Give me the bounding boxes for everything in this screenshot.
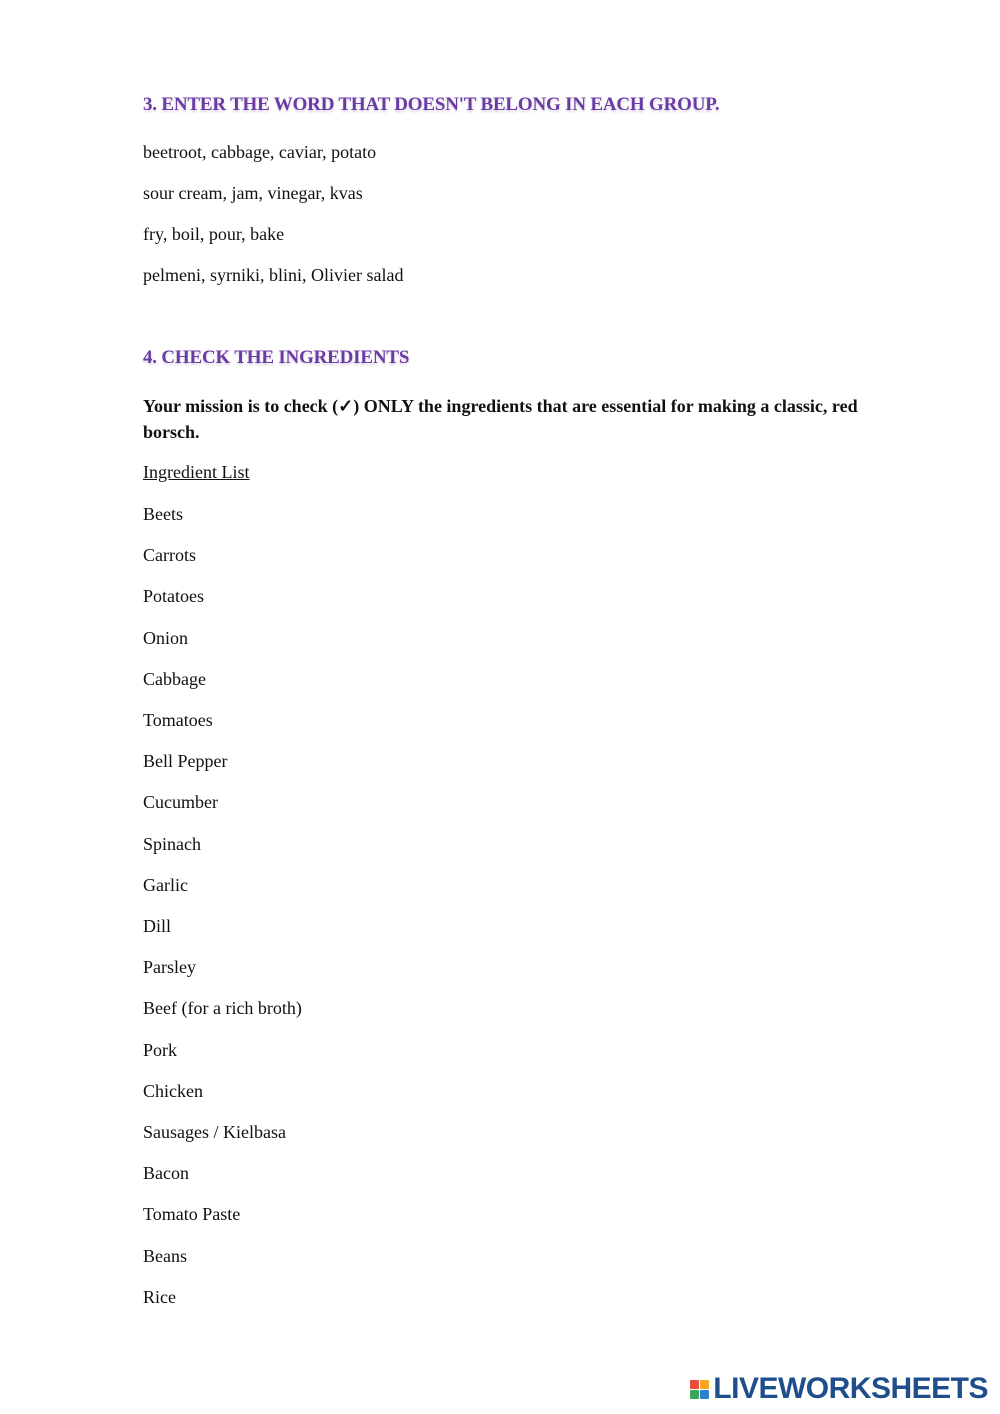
brand-name: LIVEWORKSHEETS: [713, 1372, 988, 1405]
ingredient-item: Onion: [143, 627, 188, 648]
ingredient-item: Tomatoes: [143, 710, 213, 730]
ingredient-item: Pork: [143, 1039, 178, 1060]
group-line: fry, boil, pour, bake: [143, 224, 285, 244]
ingredient-item: Sausages / Kielbasa: [143, 1122, 286, 1142]
ingredient-item: Parsley: [143, 957, 196, 978]
group-line: sour cream, jam, vinegar, kvas: [143, 183, 363, 203]
ingredient-item: Spinach: [143, 833, 201, 854]
ingredient-item: Cucumber: [143, 792, 218, 813]
section-3-heading: 3. ENTER THE WORD THAT DOESN'T BELONG IN EACH GROUP.: [143, 94, 720, 115]
ingredient-item: Beets: [143, 504, 183, 524]
liveworksheets-logo-icon: [690, 1380, 709, 1399]
liveworksheets-logo: [690, 1372, 988, 1406]
ingredient-item: Carrots: [143, 545, 196, 566]
ingredient-item: Chicken: [143, 1080, 203, 1101]
group-line: pelmeni, syrniki, blini, Olivier salad: [143, 265, 404, 285]
ingredient-item: Garlic: [143, 874, 188, 895]
ingredient-item: Potatoes: [143, 586, 204, 607]
section-4-heading: 4. CHECK THE INGREDIENTS: [143, 347, 410, 368]
instruction-text: Your mission is to check (✓) ONLY the ingredients that are essential for making a classic, red borsch.: [143, 396, 858, 442]
ingredient-item: Cabbage: [143, 668, 206, 689]
group-line: beetroot, cabbage, caviar, potato: [143, 142, 377, 162]
ingredient-item: Beef (for a rich broth): [143, 998, 302, 1019]
ingredient-item: Tomato Paste: [143, 1204, 241, 1225]
ingredient-item: Rice: [143, 1286, 176, 1307]
ingredient-item: Dill: [143, 916, 172, 936]
ingredient-item: Bacon: [143, 1163, 189, 1184]
ingredient-item: Beans: [143, 1245, 187, 1266]
ingredient-list-title: Ingredient List: [143, 462, 250, 482]
ingredient-item: Bell Pepper: [143, 751, 228, 772]
